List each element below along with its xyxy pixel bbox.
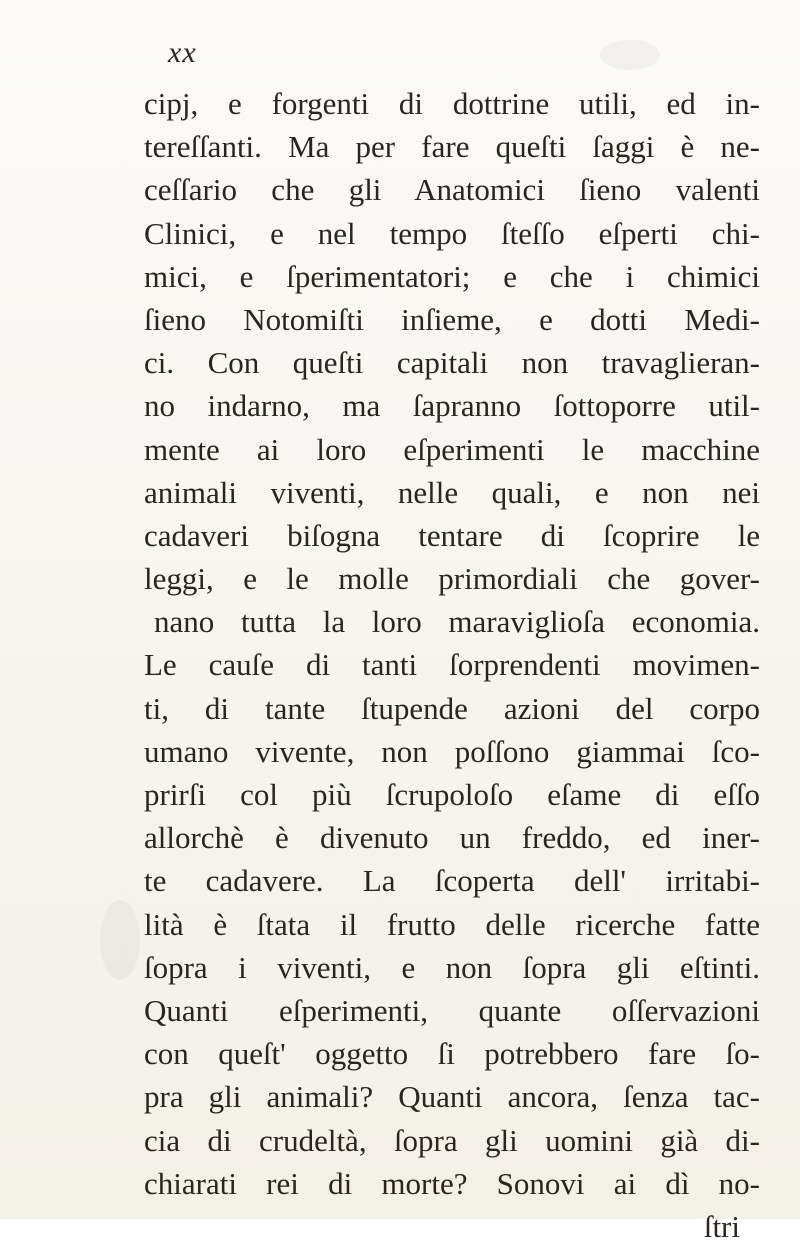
text-line: tereſſanti. Ma per fare queſti ſaggi è ne- xyxy=(144,129,760,165)
text-line: Quanti eſperimenti, quante oſſervazioni xyxy=(144,992,760,1028)
text-line: ſieno Notomiſti inſieme, e dotti Medi- xyxy=(144,301,760,337)
text-line: cipj, e forgenti di dottrine utili, ed in- xyxy=(144,86,760,121)
text-line: mente ai loro eſperimenti le macchine xyxy=(144,431,760,467)
text-line: allorchè è divenuto un freddo, ed iner- xyxy=(144,820,760,856)
page-number: xx xyxy=(168,36,197,69)
text-line: ti, di tante ſtupende azioni del corpo xyxy=(144,690,760,726)
text-line: cia di crudeltà, ſopra gli uomini già di- xyxy=(144,1122,760,1158)
text-line: no indarno, ma ſapranno ſottoporre util- xyxy=(144,388,760,424)
text-line: ſopra i viventi, e non ſopra gli eſtinti. xyxy=(144,949,760,985)
text-line: pra gli animali? Quanti ancora, ſenza tac- xyxy=(144,1079,760,1115)
text-line: mici, e ſperimentatori; e che i chimici xyxy=(144,258,760,294)
text-line: umano vivente, non poſſono giammai ſco- xyxy=(144,733,760,769)
text-line: con queſt' oggetto ſi potrebbero fare ſo- xyxy=(144,1036,760,1072)
body-text xyxy=(144,82,760,1248)
paper-stain xyxy=(100,900,140,980)
catchword: ſtri xyxy=(703,1208,740,1244)
text-line: Le cauſe di tanti ſorprendenti movimen- xyxy=(144,647,760,683)
text-line: leggi, e le molle primordiali che gover- xyxy=(144,561,760,597)
text-line: cadaveri biſogna tentare di ſcoprire le xyxy=(144,517,760,553)
text-line: nano tutta la loro maraviglioſa economia. xyxy=(154,604,760,640)
text-line: chiarati rei di morte? Sonovi ai dì no- xyxy=(144,1165,760,1201)
text-line: Clinici, e nel tempo ſteſſo eſperti chi- xyxy=(144,215,760,251)
text-line: ci. Con queſti capitali non travaglieran- xyxy=(144,345,760,381)
text-line: te cadavere. La ſcoperta dell' irritabi- xyxy=(144,863,760,899)
paper-stain xyxy=(600,40,660,70)
text-line: prirſi col più ſcrupoloſo eſame di eſſo xyxy=(144,777,760,812)
text-line: ceſſario che gli Anatomici ſieno valenti xyxy=(144,172,760,208)
text-line: animali viventi, nelle quali, e non nei xyxy=(144,474,760,510)
text-line: lità è ſtata il frutto delle ricerche fatte xyxy=(144,906,760,942)
